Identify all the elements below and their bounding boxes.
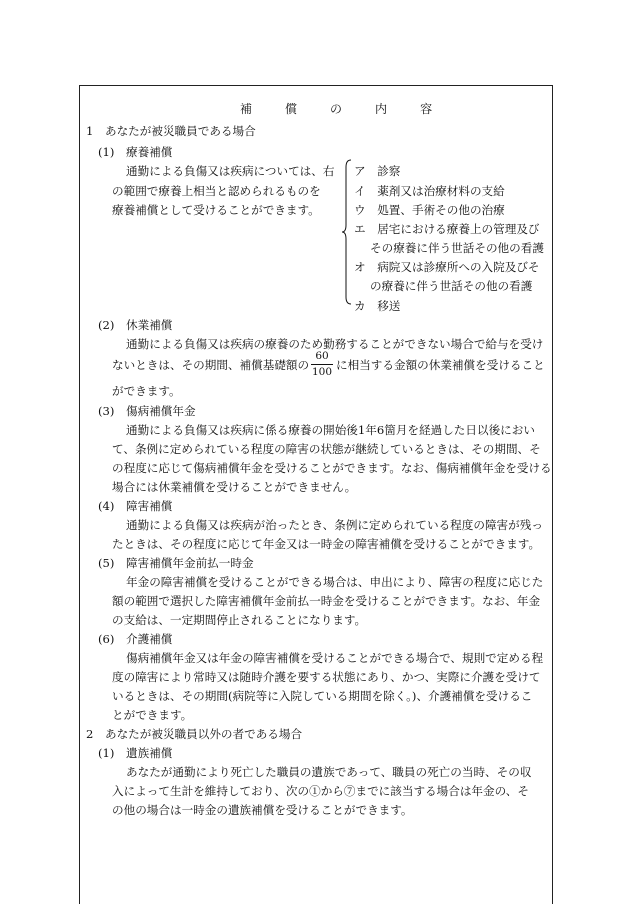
page-title — [240, 100, 432, 117]
title-char: 償 — [285, 102, 298, 116]
care-list-item: の療養に伴う世話その他の看護 — [370, 279, 533, 293]
title-char: 内 — [375, 102, 388, 116]
item-1-1-body-line: 療養補償として受けることができます。 — [112, 203, 320, 217]
item-1-4-body-line: たときは、その程度に応じて年金又は一時金の障害補償を受けることができます。 — [112, 537, 541, 551]
item-1-5-heading: (5) 障害補償年金前払一時金 — [98, 556, 254, 570]
item-1-2-body-line: ないときは、その期間、補償基礎額の — [112, 358, 310, 372]
item-1-2-heading: (2) 休業補償 — [98, 318, 173, 332]
item-1-3-body-line: 通勤による負傷又は疾病に係る療養の開始後1年6箇月を経過した日以後におい — [126, 423, 535, 437]
item-1-3-heading: (3) 傷病補償年金 — [98, 404, 196, 418]
fraction-numerator: 60 — [315, 350, 329, 362]
item-2-1-heading: (1) 遺族補償 — [98, 746, 173, 760]
item-1-6-heading: (6) 介護補償 — [98, 632, 173, 646]
section-2-heading: 2 あなたが被災職員以外の者である場合 — [86, 727, 303, 741]
item-1-6-body-line: いるときは、その期間(病院等に入院している期間を除く。)、介護補償を受けるこ — [112, 689, 533, 703]
item-1-5-body-line: 額の範囲で選択した障害補償年金前払一時金を受けることができます。なお、年金 — [112, 594, 541, 608]
title-char: 補 — [240, 102, 253, 116]
care-list-item: ア 診察 — [354, 164, 401, 178]
care-list-item: オ 病院又は診療所への入院及びそ — [354, 260, 540, 274]
left-brace — [342, 159, 352, 305]
title-char: の — [330, 102, 343, 116]
title-char: 容 — [420, 102, 433, 116]
item-1-5-body-line: 年金の障害補償を受けることができる場合は、申出により、障害の程度に応じた — [126, 575, 544, 589]
care-list-item: エ 居宅における療養上の管理及び — [354, 222, 540, 236]
item-1-6-body-line: 度の障害により常時又は随時介護を要する状態にあり、かつ、実際に介護を受けて — [112, 670, 541, 684]
fraction — [311, 350, 333, 379]
item-2-1-body-line: の他の場合は一時金の遺族補償を受けることができます。 — [112, 803, 413, 817]
item-1-3-body-line: て、条例に定められている程度の障害の状態が継続しているときは、その期間、そ — [112, 442, 541, 456]
item-2-1-body-line: あなたが通勤により死亡した職員の遺族であって、職員の死亡の当時、その収 — [126, 765, 532, 779]
care-list-item: ウ 処置、手術その他の治療 — [354, 203, 505, 217]
item-1-1-body-line: 通勤による負傷又は疾病については、右 — [126, 164, 335, 178]
item-1-2-body-line: に相当する金額の休業補償を受けること — [336, 358, 545, 372]
item-1-1-heading: (1) 療養補償 — [98, 145, 173, 159]
item-2-1-body-line: 入によって生計を維持しており、次の①から⑦までに該当する場合は年金の、そ — [112, 784, 529, 798]
item-1-6-body-line: とができます。 — [112, 708, 193, 722]
item-1-3-body-line: の程度に応じて傷病補償年金を受けることができます。なお、傷病補償年金を受ける — [112, 461, 552, 475]
item-1-4-heading: (4) 障害補償 — [98, 499, 173, 513]
care-list-item: イ 薬剤又は治療材料の支給 — [354, 184, 505, 198]
item-1-5-body-line: の支給は、一定期間停止されることになります。 — [112, 613, 367, 627]
item-1-2-body-line: ができます。 — [112, 384, 181, 398]
care-list-item: カ 移送 — [354, 299, 401, 313]
item-1-3-body-line: 場合には休業補償を受けることができません。 — [112, 480, 357, 494]
item-1-1-body-line: の範囲で療養上相当と認められるものを — [112, 184, 321, 198]
item-1-4-body-line: 通勤による負傷又は疾病が治ったとき、条例に定められている程度の障害が残っ — [126, 518, 543, 532]
fraction-denominator: 100 — [311, 366, 333, 378]
item-1-2-body-line: 通勤による負傷又は疾病の療養のため勤務することができない場合で給与を受け — [126, 337, 544, 351]
section-1-heading: 1 あなたが被災職員である場合 — [86, 124, 256, 138]
care-list-item: その療養に伴う世話その他の看護 — [370, 241, 544, 255]
fraction-bar — [311, 364, 333, 365]
item-1-6-body-line: 傷病補償年金又は年金の障害補償を受けることができる場合で、規則で定める程 — [126, 651, 544, 665]
